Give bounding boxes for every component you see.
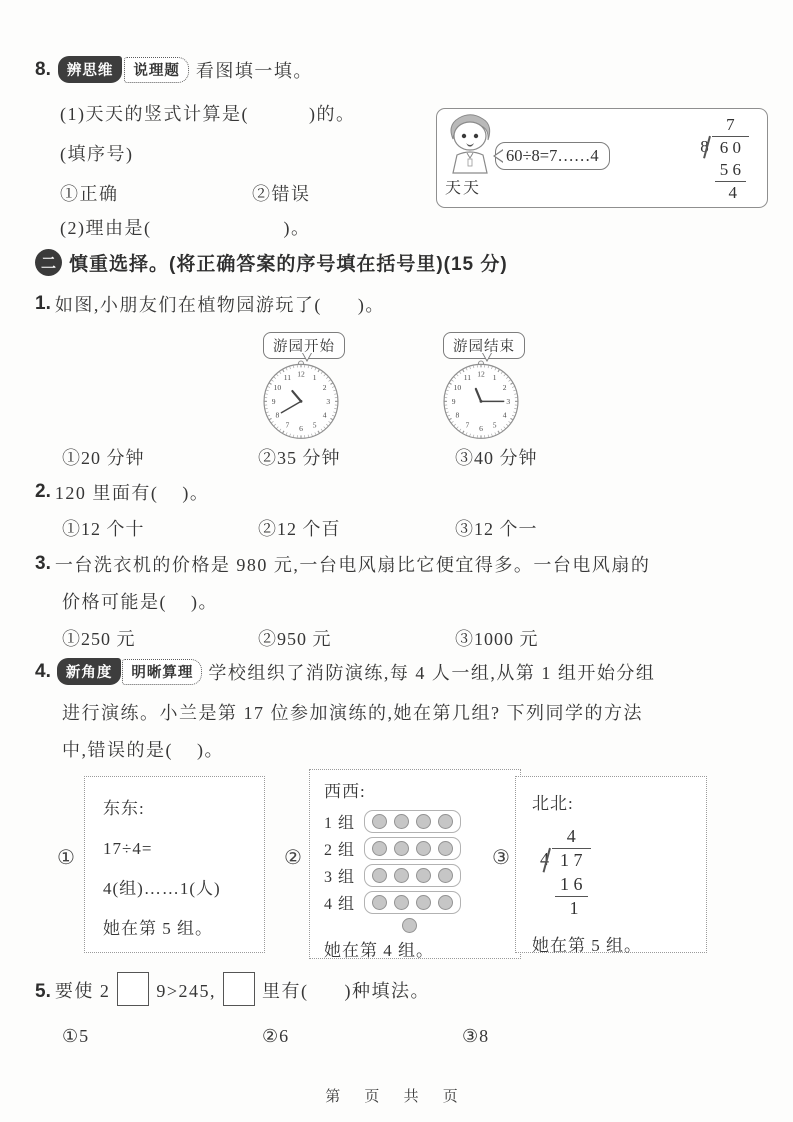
clock-end-label: 游园结束 — [443, 332, 525, 359]
q5-option-1: ①5 — [62, 1026, 90, 1046]
q8-badge-solid: 辨思维 — [58, 56, 123, 83]
group-row — [324, 810, 520, 833]
q2-option-3: ③12 个一 — [455, 519, 538, 539]
method3-marker: ③ — [492, 847, 510, 869]
blank-box — [223, 972, 255, 1006]
person-dot — [372, 841, 387, 856]
q1-text: 如图,小朋友们在植物园游玩了( )。 — [54, 295, 385, 315]
clock-end — [439, 356, 523, 440]
svg-text:4: 4 — [322, 410, 327, 420]
svg-text:3: 3 — [506, 396, 511, 406]
method2-conclusion: 她在第 4 组。 — [324, 941, 434, 960]
svg-text:2: 2 — [502, 383, 507, 393]
svg-text:12: 12 — [477, 369, 485, 379]
svg-text:9: 9 — [451, 396, 456, 406]
q5-number: 5. — [35, 981, 51, 1002]
clock-start-label: 游园开始 — [263, 332, 345, 359]
q1-option-2: ②35 分钟 — [258, 448, 341, 468]
boy-character-illustration — [443, 113, 497, 175]
q5-text-2: 9>245, — [156, 981, 217, 1001]
svg-text:5: 5 — [492, 420, 497, 430]
method3-box — [515, 776, 707, 953]
person-dot — [394, 814, 409, 829]
q4-badge-solid: 新角度 — [57, 658, 122, 685]
group-label: 2 组 — [324, 842, 356, 859]
svg-text:2: 2 — [322, 383, 327, 393]
group-label: 4 组 — [324, 896, 356, 913]
q8-number: 8. — [35, 58, 51, 80]
svg-text:11: 11 — [283, 373, 291, 383]
q1-text-row — [35, 291, 385, 317]
person-dot — [372, 814, 387, 829]
q2-text: 120 里面有( )。 — [54, 483, 210, 503]
q5-text-row — [35, 972, 430, 1006]
group-circles — [364, 837, 461, 860]
svg-text:8: 8 — [455, 410, 460, 420]
q3-option-2: ②950 元 — [258, 629, 332, 649]
q4-line3: 中,错误的是( )。 — [62, 740, 224, 760]
person-dot — [416, 868, 431, 883]
section2-badge: 二 — [35, 249, 62, 276]
speech-bubble: 60÷8=7……4 — [495, 142, 610, 170]
method3-name: 北北: — [532, 794, 574, 813]
group-row — [324, 837, 520, 860]
q4-line2: 进行演练。小兰是第 17 位参加演练的,她在第几组? 下列同学的方法 — [62, 703, 643, 723]
q4-number: 4. — [35, 660, 51, 682]
q4-badge-outline: 明晰算理 — [122, 659, 202, 685]
person-dot — [416, 814, 431, 829]
svg-text:1: 1 — [492, 373, 497, 383]
section2-title: 慎重选择。(将正确答案的序号填在括号里)(15 分) — [69, 254, 508, 275]
ld-remainder: 1 — [569, 898, 579, 919]
q5-option-3: ③8 — [462, 1026, 490, 1046]
group-circles — [364, 891, 461, 914]
ld-dividend: 6 0 — [712, 136, 749, 159]
q1-number: 1. — [35, 293, 51, 314]
svg-text:7: 7 — [285, 420, 290, 430]
page-footer: 第 页 共 页 — [325, 1088, 468, 1105]
q5-text-3: 里有( )种填法。 — [262, 981, 431, 1001]
group-circles — [364, 864, 461, 887]
q5-text-1: 要使 2 — [54, 981, 111, 1001]
person-dot — [372, 868, 387, 883]
method1-line2: 4(组)……1(人) — [103, 879, 221, 898]
group-row — [324, 864, 520, 887]
method1-line3: 她在第 5 组。 — [103, 919, 213, 938]
svg-text:3: 3 — [326, 396, 331, 406]
q8-line1: (1)天天的竖式计算是( )的。 — [60, 104, 356, 124]
method3-conclusion: 她在第 5 组。 — [532, 935, 642, 955]
person-dot — [438, 841, 453, 856]
svg-text:7: 7 — [465, 420, 470, 430]
person-dot — [438, 868, 453, 883]
svg-text:1: 1 — [312, 373, 317, 383]
q3-option-3: ③1000 元 — [455, 629, 539, 649]
group-label: 1 组 — [324, 815, 356, 832]
q2-number: 2. — [35, 481, 51, 502]
q3-line1: 一台洗衣机的价格是 980 元,一台电风扇比它便宜得多。一台电风扇的 — [54, 555, 651, 575]
ld-remainder: 4 — [728, 183, 737, 203]
q4-header — [35, 658, 655, 685]
svg-text:6: 6 — [479, 424, 483, 434]
q3-line2: 价格可能是( )。 — [62, 592, 218, 612]
person-dot — [394, 841, 409, 856]
q1-option-1: ①20 分钟 — [62, 448, 145, 468]
ld-quotient: 4 — [566, 826, 576, 846]
person-dot — [438, 895, 453, 910]
q8-option-1: ①正确 — [60, 184, 119, 204]
group-label: 3 组 — [324, 869, 356, 886]
q8-long-division — [700, 114, 749, 204]
q8-line2: (填序号) — [60, 144, 134, 164]
svg-text:12: 12 — [297, 369, 305, 379]
person-dot — [372, 895, 387, 910]
method2-name: 西西: — [324, 782, 366, 801]
q2-text-row — [35, 479, 209, 505]
svg-text:4: 4 — [502, 410, 507, 420]
group-row — [324, 891, 520, 914]
ld-product: 1 6 — [555, 873, 588, 897]
q8-header — [35, 56, 313, 83]
q3-text-row — [35, 551, 650, 577]
ld-divisor: 8 — [700, 137, 709, 157]
section2-header — [35, 249, 508, 276]
q8-line3: (2)理由是( )。 — [60, 218, 311, 238]
group-circles — [364, 810, 461, 833]
person-dot — [416, 895, 431, 910]
method1-name: 东东: — [103, 799, 145, 818]
q8-intro: 看图填一填。 — [195, 60, 313, 81]
q3-number: 3. — [35, 553, 51, 574]
svg-text:11: 11 — [463, 373, 471, 383]
q2-option-2: ②12 个百 — [258, 519, 341, 539]
method1-marker: ① — [57, 847, 75, 869]
q8-badge-outline: 说理题 — [124, 57, 189, 83]
clock-start — [259, 356, 343, 440]
svg-text:5: 5 — [312, 420, 317, 430]
method1-line1: 17÷4= — [103, 839, 153, 858]
q8-option-2: ②错误 — [252, 184, 311, 204]
method3-long-division — [540, 825, 591, 921]
q8-figure-box — [436, 108, 768, 208]
svg-text:10: 10 — [273, 383, 282, 393]
person-dot — [394, 895, 409, 910]
q2-option-1: ①12 个十 — [62, 519, 145, 539]
q4-line1: 学校组织了消防演练,每 4 人一组,从第 1 组开始分组 — [208, 662, 656, 683]
method2-marker: ② — [284, 847, 302, 869]
extra-person-dot — [402, 918, 417, 933]
person-dot — [394, 868, 409, 883]
svg-text:10: 10 — [453, 383, 462, 393]
q3-option-1: ①250 元 — [62, 629, 136, 649]
q1-option-3: ③40 分钟 — [455, 448, 538, 468]
blank-box — [117, 972, 149, 1006]
ld-quotient: 7 — [726, 115, 735, 134]
ld-product: 5 6 — [715, 159, 746, 182]
ld-dividend: 1 7 — [552, 848, 591, 872]
character-name: 天天 — [445, 180, 482, 197]
svg-text:9: 9 — [271, 396, 276, 406]
method2-box — [309, 769, 521, 959]
svg-text:8: 8 — [275, 410, 280, 420]
method1-box — [84, 776, 265, 953]
q5-option-2: ②6 — [262, 1026, 290, 1046]
ld-divisor: 4 — [540, 849, 549, 870]
person-dot — [416, 841, 431, 856]
svg-text:6: 6 — [299, 424, 303, 434]
person-dot — [438, 814, 453, 829]
